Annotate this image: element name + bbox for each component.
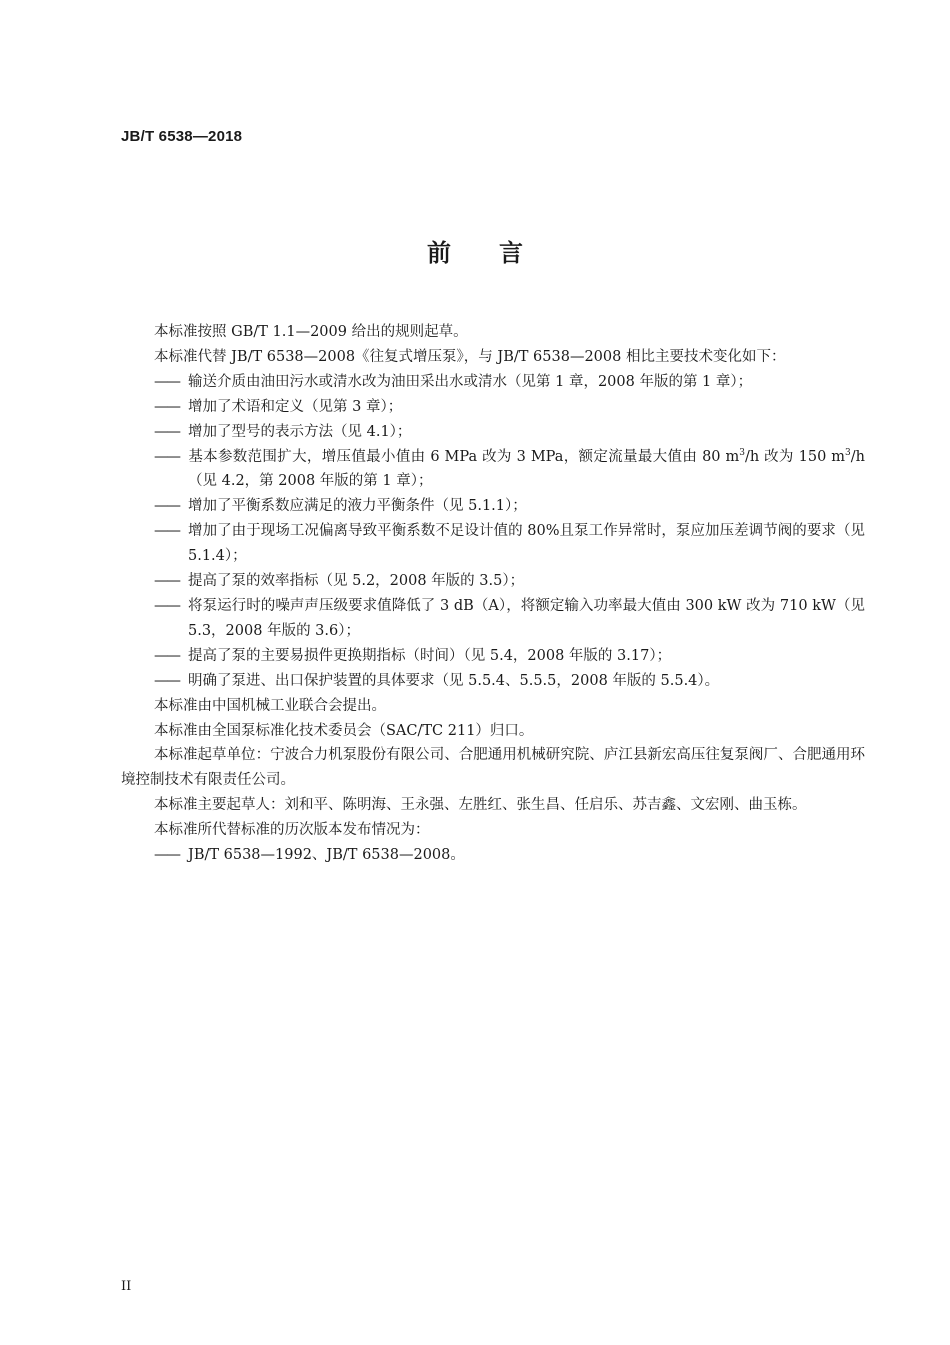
paragraph: 本标准按照 GB/T 1.1—2009 给出的规则起草。 — [154, 324, 468, 340]
dash-marker: —— — [154, 672, 179, 689]
dash-marker: —— — [154, 523, 179, 540]
title-char-1: 前 — [427, 239, 451, 267]
change-item — [121, 519, 865, 569]
change-text: 提高了泵的效率指标（见 5.2，2008 年版的 3.5）； — [188, 573, 525, 590]
change-text: 增加了术语和定义（见第 3 章）； — [188, 398, 403, 415]
dash-marker: —— — [154, 373, 179, 390]
change-text: 明确了泵进、出口保护装置的具体要求（见 5.5.4、5.5.5，2008 年版的 5.5.4）。 — [188, 672, 720, 689]
superscript: 3 — [739, 447, 745, 458]
change-text: 将泵运行时的噪声声压级要求值降低了 3 dB（A），将额定输入功率最大值由 300 kW 改为 710 kW（见 5.3，2008 年版的 3.6）； — [188, 597, 865, 639]
dash-marker: —— — [154, 573, 179, 590]
paragraph: 本标准主要起草人：刘和平、陈明海、王永强、左胜红、张生昌、任启乐、苏吉鑫、文宏刚、曲玉栋。 — [154, 797, 807, 814]
page-title — [0, 233, 950, 268]
standard-code: JB/T 6538—2018 — [121, 128, 243, 145]
paragraph: 本标准由全国泵标准化技术委员会（SAC/TC 211）归口。 — [154, 722, 534, 739]
change-item — [121, 494, 865, 519]
change-item — [121, 569, 865, 594]
change-item — [121, 420, 865, 445]
history-text: JB/T 6538—1992、JB/T 6538—2008。 — [188, 847, 465, 864]
change-text: 输送介质由油田污水或清水改为油田采出水或清水（见第 1 章，2008 年版的第 1 章）； — [188, 373, 753, 390]
paragraph: 本标准由中国机械工业联合会提出。 — [154, 697, 386, 714]
paragraph: 本标准代替 JB/T 6538—2008《往复式增压泵》，与 JB/T 6538—2008 相比主要技术变化如下： — [154, 348, 786, 365]
dash-marker: —— — [154, 847, 179, 864]
change-text: /h（见 4.2，第 2008 年版的第 1 章）； — [188, 448, 865, 490]
change-text: 增加了由于现场工况偏离导致平衡系数不足设计值的 80%且泵工作异常时，泵应加压差调节阀的要求（见 5.1.4）； — [188, 523, 865, 565]
change-text: 提高了泵的主要易损件更换期指标（时间）（见 5.4，2008 年版的 3.17）； — [188, 647, 672, 664]
change-item — [121, 445, 865, 495]
change-text: /h 改为 150 m — [744, 448, 846, 465]
change-item — [121, 669, 865, 694]
page-number: II — [121, 1279, 132, 1294]
dash-marker: —— — [154, 647, 179, 664]
change-item — [121, 370, 865, 395]
superscript: 3 — [845, 447, 851, 458]
change-item — [121, 594, 865, 644]
title-char-2: 言 — [499, 239, 523, 267]
change-item — [121, 644, 865, 669]
dash-marker: —— — [154, 448, 179, 465]
dash-marker: —— — [154, 398, 179, 415]
foreword-body — [121, 320, 865, 868]
paragraph: 本标准起草单位：宁波合力机泵股份有限公司、合肥通用机械研究院、庐江县新宏高压往复泵阀厂、合肥通用环境控制技术有限责任公司。 — [121, 747, 865, 789]
dash-marker: —— — [154, 597, 179, 614]
paragraph: 本标准所代替标准的历次版本发布情况为： — [154, 822, 430, 839]
change-item — [121, 395, 865, 420]
dash-marker: —— — [154, 498, 179, 515]
change-text: 基本参数范围扩大，增压值最小值由 6 MPa 改为 3 MPa，额定流量最大值由 80 m — [188, 448, 740, 465]
change-text: 增加了平衡系数应满足的液力平衡条件（见 5.1.1）； — [188, 498, 527, 515]
history-item — [121, 843, 865, 868]
change-text: 增加了型号的表示方法（见 4.1）； — [188, 423, 412, 440]
dash-marker: —— — [154, 423, 179, 440]
